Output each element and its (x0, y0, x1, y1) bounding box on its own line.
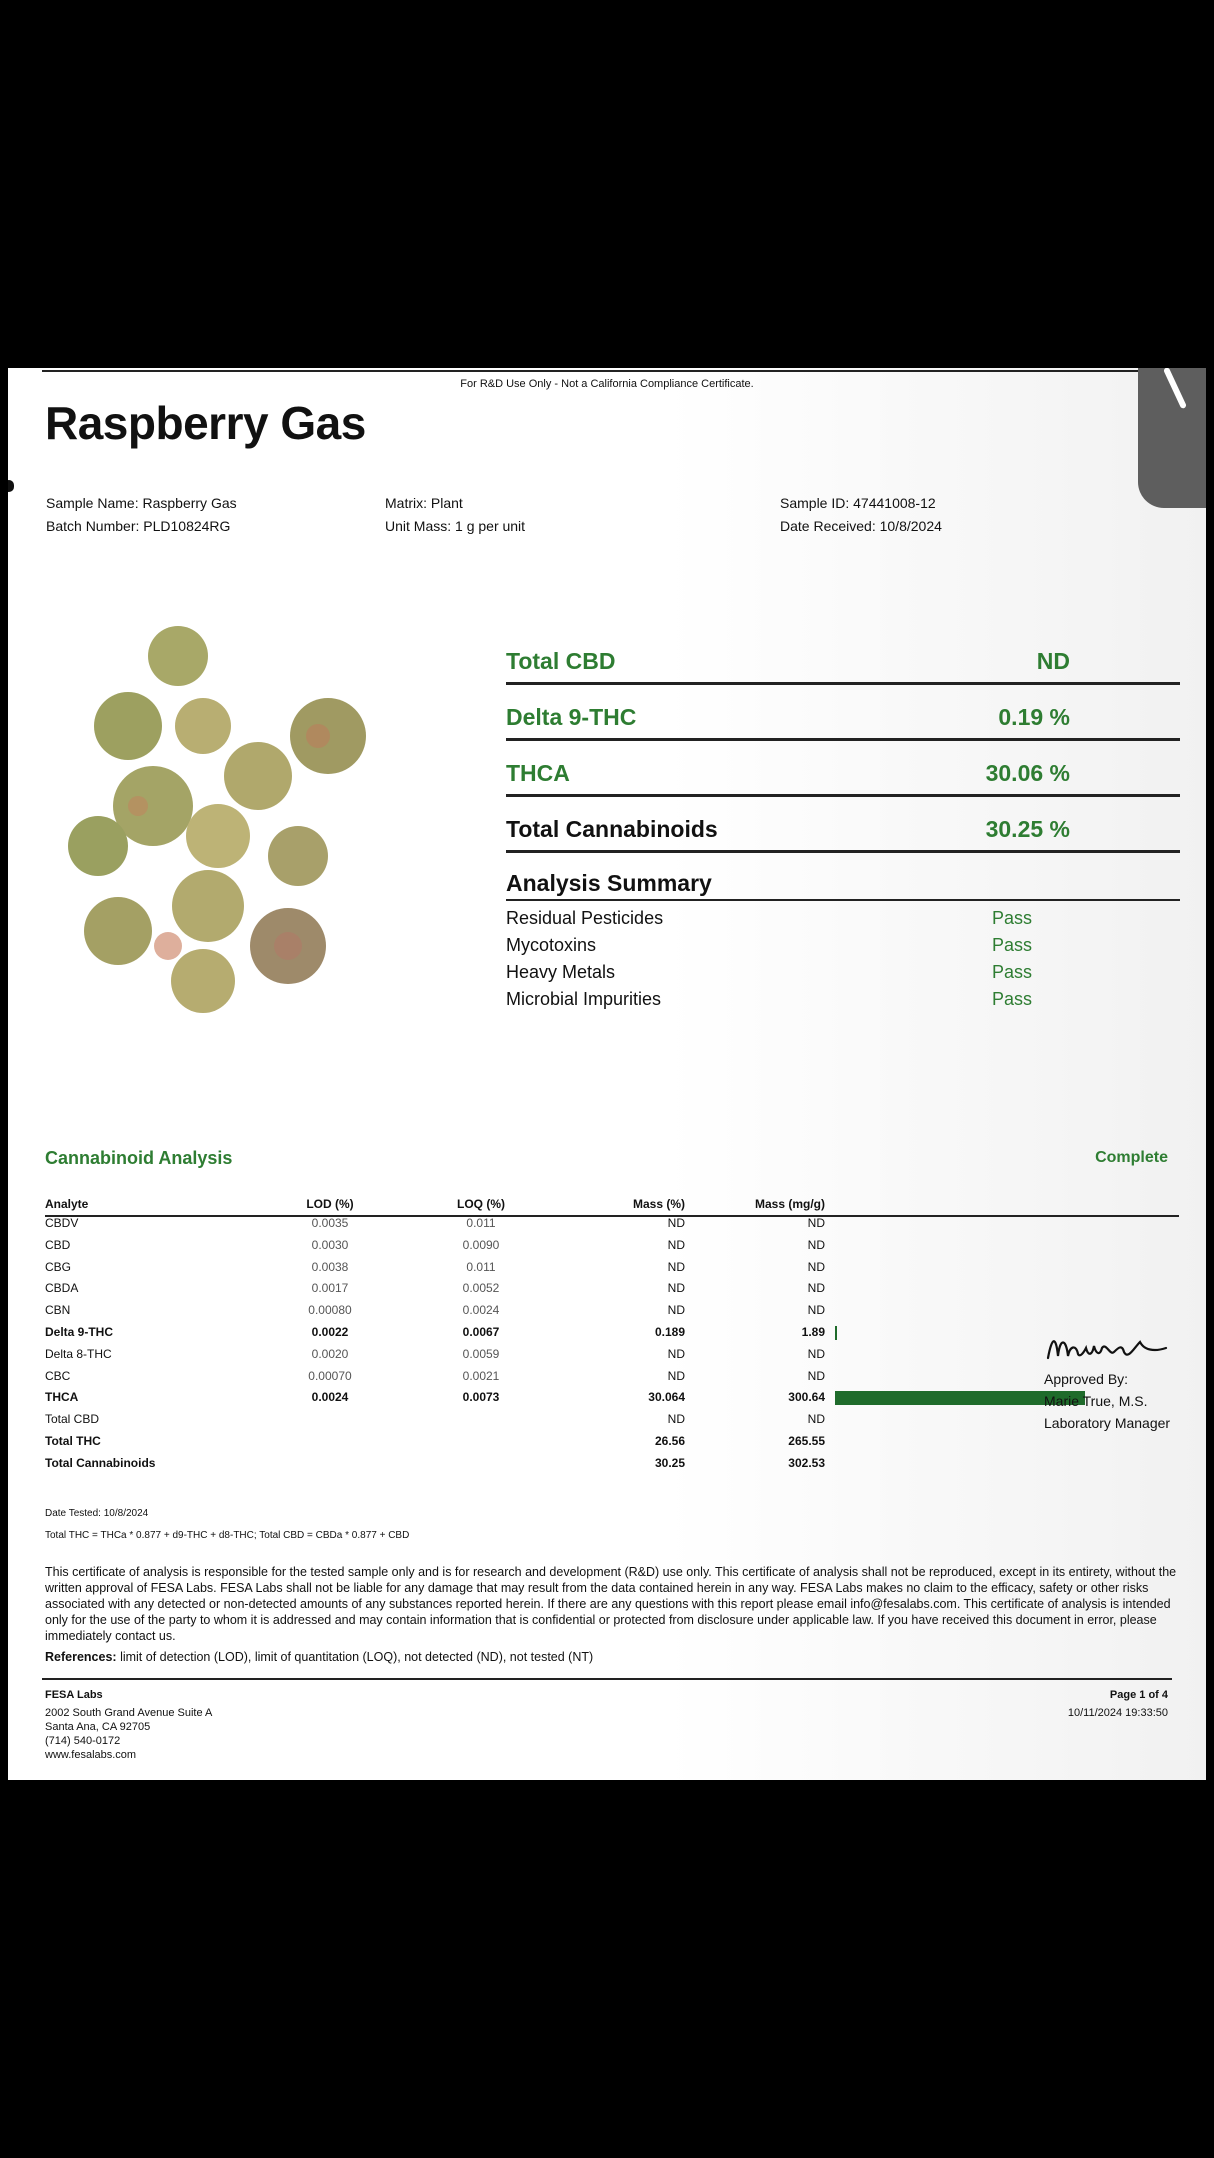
header-mass-mg: Mass (mg/g) (754, 1197, 825, 1211)
table-row (45, 1347, 1179, 1369)
lod-cell: 0.0038 (311, 1259, 349, 1274)
lod-cell: 0.0017 (311, 1281, 349, 1296)
table-row (45, 1260, 1179, 1282)
mass-pct-cell: ND (667, 1216, 685, 1230)
analyte-cell: CBDV (45, 1216, 79, 1230)
mass-mg-cell: ND (807, 1216, 825, 1230)
summary-thca (506, 746, 1180, 797)
summary-value: ND (1036, 648, 1070, 674)
lod-cell: 0.0035 (311, 1216, 349, 1230)
summary-value: 30.06 % (985, 760, 1070, 786)
analysis-result: Pass (992, 908, 1033, 928)
lab-name: FESA Labs (45, 1689, 103, 1701)
lab-website[interactable]: www.fesalabs.com (45, 1749, 137, 1761)
summary-value: 30.25 % (985, 816, 1070, 842)
table-row (45, 1216, 1179, 1238)
analyte-cell: Total Cannabinoids (45, 1455, 156, 1470)
header-mass-pct: Mass (%) (632, 1197, 685, 1211)
page-number: Page 1 of 4 (1109, 1689, 1168, 1701)
footer-rule (42, 1678, 1172, 1680)
approver-role: Laboratory Manager (1044, 1415, 1171, 1431)
mass-pct-cell: 30.064 (648, 1390, 685, 1405)
product-title: Raspberry Gas (45, 397, 366, 449)
analysis-result: Pass (992, 962, 1033, 982)
table-row (45, 1281, 1179, 1303)
mass-pct-cell: ND (667, 1281, 685, 1296)
mass-pct-cell: ND (667, 1259, 685, 1274)
mass-pct-cell: ND (667, 1412, 685, 1427)
summary-label: THCA (506, 760, 570, 786)
edge-dot (8, 480, 14, 492)
header-loq: LOQ (%) (457, 1197, 505, 1211)
approver-name: Marie True, M.S. (1044, 1393, 1148, 1409)
lod-cell: 0.00070 (308, 1368, 352, 1383)
total-formula: Total THC = THCa * 0.877 + d9-THC + d8-THC; Total CBD = CBDa * 0.877 + CBD (45, 1530, 410, 1541)
loq-cell: 0.011 (466, 1216, 496, 1230)
loq-cell: 0.0073 (462, 1390, 500, 1405)
analysis-row (506, 989, 1180, 1016)
analysis-row (506, 935, 1180, 962)
analyte-cell: CBG (45, 1259, 72, 1274)
mass-mg-cell: ND (807, 1412, 825, 1427)
mass-mg-cell: ND (807, 1346, 825, 1361)
table-row (45, 1456, 1179, 1478)
product-photo (58, 586, 418, 1036)
mass-mg-cell: ND (807, 1281, 825, 1296)
date-received: Date Received: 10/8/2024 (780, 518, 942, 534)
table-row (45, 1238, 1179, 1260)
analyte-cell: THCA (45, 1390, 79, 1405)
loq-cell: 0.0067 (462, 1325, 500, 1339)
analysis-label: Mycotoxins (506, 935, 597, 955)
cannabinoid-table-header (45, 1197, 1179, 1217)
certificate-disclaimer: This certificate of analysis is responsible for the tested sample only and is for research and development (R&D) use only. This certificate of analysis shall not be reproduced, except in its entirety, without the written approval of FESA Labs. FESA Labs shall not be liable for any damage that may result from the data contained herein in any way. FESA Labs makes no claim to the efficacy, safety or other risks associated with any detected or non-detected amounts of any substances reported herein. If there are any questions with this report please email info@fesalabs.com. This certificate of analysis is intended only for the use of the party to whom it is addressed and may contain information that is confidential or protected from disclosure under applicable law. If you have received this document in error, please immediately contact us. (45, 1565, 1177, 1643)
mass-mg-cell: 265.55 (788, 1434, 825, 1448)
unit-mass: Unit Mass: 1 g per unit (385, 518, 526, 534)
table-row (45, 1434, 1179, 1456)
approval-block (1044, 1368, 1170, 1434)
analysis-result: Pass (992, 935, 1033, 955)
mass-mg-cell: 300.64 (788, 1390, 825, 1405)
references-label: References: (45, 1650, 117, 1664)
analysis-label: Residual Pesticides (506, 908, 664, 928)
loq-cell: 0.0024 (462, 1303, 500, 1318)
mass-mg-cell: 302.53 (788, 1455, 825, 1470)
header-analyte: Analyte (45, 1197, 89, 1211)
table-row (45, 1390, 1179, 1412)
mass-pct-cell: 30.25 (654, 1455, 685, 1470)
date-tested: Date Tested: 10/8/2024 (45, 1508, 149, 1519)
lod-cell: 0.0030 (311, 1237, 349, 1252)
analyte-cell: CBDA (45, 1281, 79, 1296)
analysis-label: Microbial Impurities (506, 989, 662, 1009)
summary-delta9-thc (506, 690, 1180, 741)
table-row (45, 1412, 1179, 1434)
analyte-cell: Total THC (45, 1434, 101, 1448)
analysis-row (506, 908, 1180, 935)
summary-label: Delta 9-THC (506, 704, 637, 730)
top-disclaimer: For R&D Use Only - Not a California Compliance Certificate. (460, 378, 754, 390)
page-info (1068, 1688, 1168, 1720)
analyte-cell: Total CBD (45, 1412, 100, 1427)
analysis-summary-title: Analysis Summary (506, 870, 1180, 901)
summary-label: Total CBD (506, 648, 616, 674)
loq-cell: 0.0052 (462, 1281, 500, 1296)
analysis-result: Pass (992, 989, 1033, 1009)
mass-mg-cell: ND (807, 1259, 825, 1274)
analyte-cell: Delta 8-THC (45, 1346, 112, 1361)
mass-pct-cell: ND (667, 1346, 685, 1361)
analysis-label: Heavy Metals (506, 962, 616, 982)
mass-mg-cell: ND (807, 1368, 825, 1383)
analyte-cell: CBC (45, 1368, 71, 1383)
batch-number: Batch Number: PLD10824RG (46, 518, 231, 534)
loq-cell: 0.0090 (462, 1237, 500, 1252)
lod-cell: 0.0020 (311, 1346, 349, 1361)
sample-meta-right (780, 492, 942, 538)
analyte-cell: CBN (45, 1303, 71, 1318)
lab-phone: (714) 540-0172 (45, 1735, 121, 1747)
slash-icon (1163, 368, 1187, 409)
loq-cell: 0.0021 (462, 1368, 500, 1383)
header-lod: LOD (%) (306, 1197, 354, 1211)
lod-cell: 0.0022 (311, 1325, 349, 1339)
mass-pct-cell: ND (667, 1237, 685, 1252)
cannabinoid-section-title: Cannabinoid Analysis (45, 1148, 233, 1168)
lab-address (45, 1688, 212, 1762)
top-rule (42, 370, 1172, 372)
certificate-document (8, 368, 1206, 1780)
loq-cell: 0.0059 (462, 1346, 500, 1361)
mass-pct-cell: 0.189 (654, 1325, 685, 1339)
summary-total-cannabinoids (506, 802, 1180, 853)
sample-meta-left (46, 492, 237, 538)
analysis-row (506, 962, 1180, 989)
summary-label: Total Cannabinoids (506, 816, 718, 842)
summary-total-cbd (506, 634, 1180, 685)
summary-value: 0.19 % (998, 704, 1070, 730)
lod-cell: 0.00080 (308, 1303, 352, 1318)
table-row (45, 1303, 1179, 1325)
analyte-cell: Delta 9-THC (45, 1325, 114, 1339)
overlay-tab[interactable] (1138, 368, 1206, 508)
mass-mg-cell: ND (807, 1303, 825, 1318)
mass-pct-cell: 26.56 (654, 1434, 685, 1448)
table-row (45, 1369, 1179, 1391)
address-line-1: 2002 South Grand Avenue Suite A (45, 1707, 213, 1719)
approved-by-label: Approved By: (1044, 1371, 1129, 1387)
matrix: Matrix: Plant (385, 495, 463, 511)
loq-cell: 0.011 (466, 1259, 496, 1274)
mass-mg-cell: ND (807, 1237, 825, 1252)
sample-meta-middle (385, 492, 525, 538)
sample-name: Sample Name: Raspberry Gas (46, 495, 237, 511)
analyte-cell: CBD (45, 1237, 71, 1252)
mass-mg-cell: 1.89 (801, 1325, 825, 1339)
sample-id: Sample ID: 47441008-12 (780, 495, 936, 511)
mass-pct-cell: ND (667, 1303, 685, 1318)
mass-bar (835, 1326, 837, 1340)
lod-cell: 0.0024 (311, 1390, 349, 1405)
bud-cluster-graphic (68, 626, 366, 1013)
cannabinoid-status: Complete (1095, 1149, 1168, 1166)
report-timestamp: 10/11/2024 19:33:50 (1067, 1707, 1168, 1719)
references-text: limit of detection (LOD), limit of quantitation (LOQ), not detected (ND), not tested (NT) (120, 1650, 594, 1664)
mass-pct-cell: ND (667, 1368, 685, 1383)
references (45, 1650, 593, 1664)
address-line-2: Santa Ana, CA 92705 (45, 1721, 151, 1733)
signature-graphic (1044, 1328, 1174, 1368)
table-row (45, 1325, 1179, 1347)
